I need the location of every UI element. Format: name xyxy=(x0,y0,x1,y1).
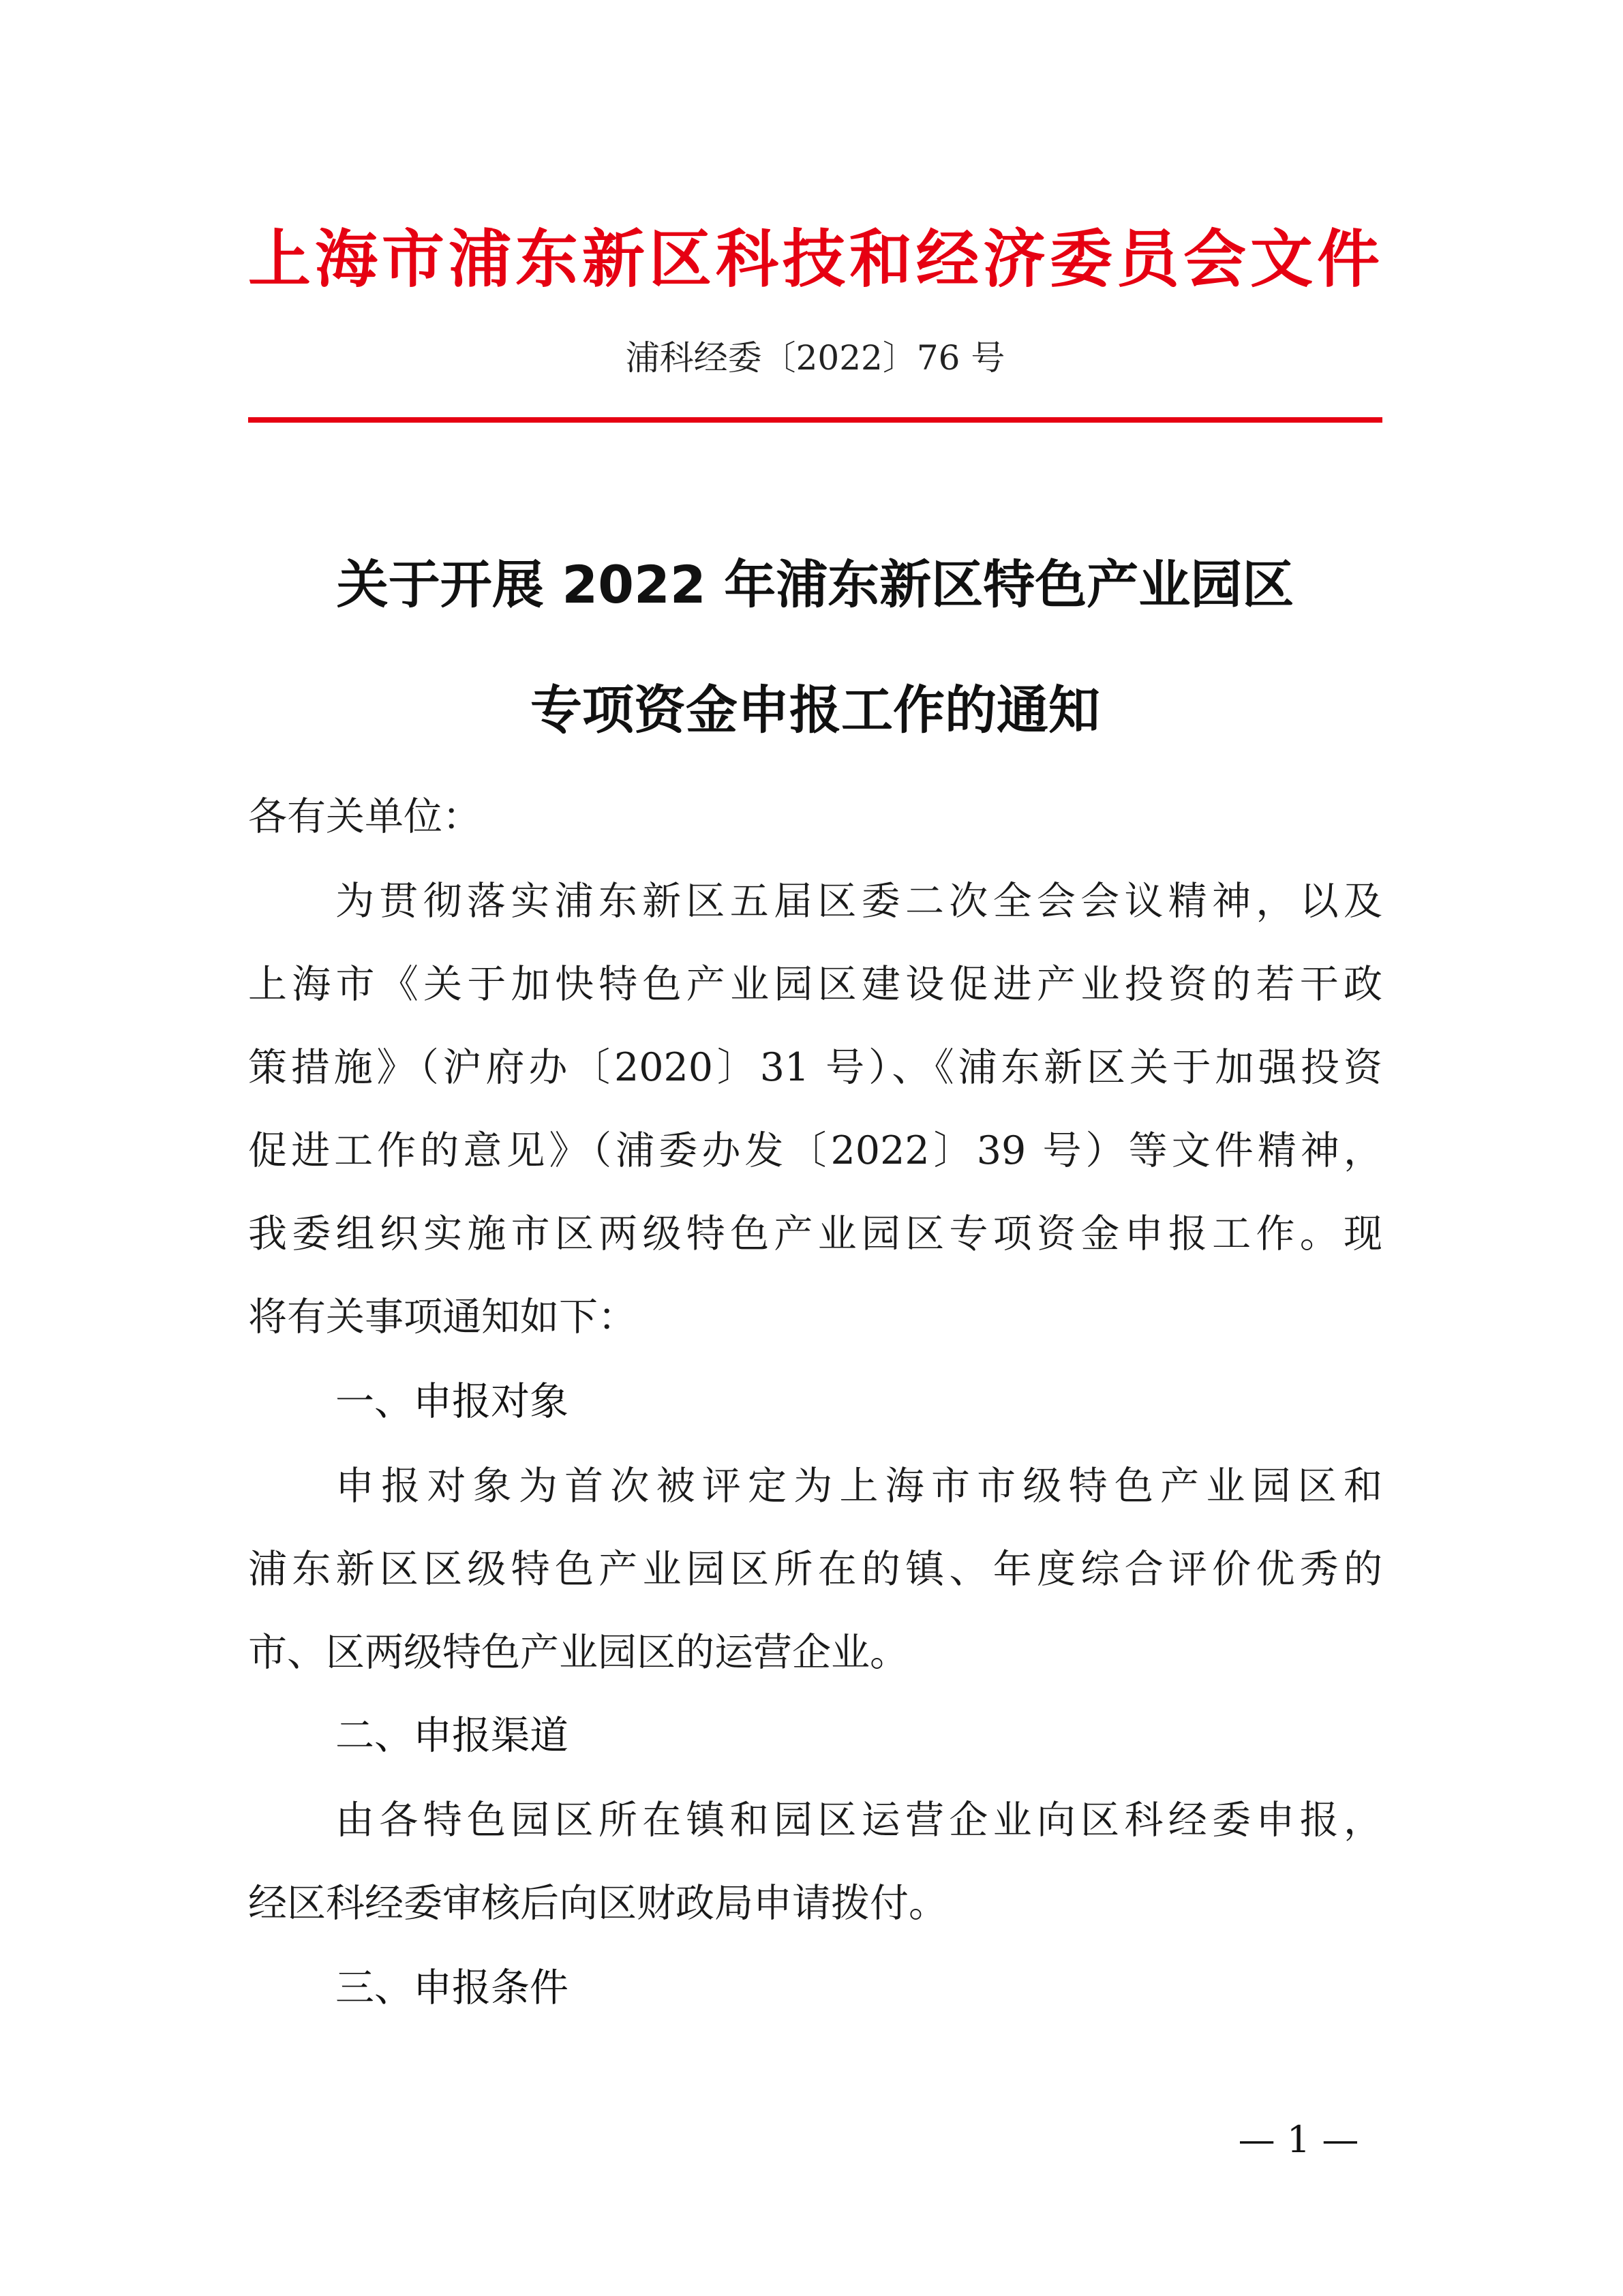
section2-paragraph-line: 由各特色园区所在镇和园区运营企业向区科经委申报， xyxy=(335,1798,1382,1843)
page-number: — 1 — xyxy=(1238,2118,1359,2161)
document-title-line-1: 关于开展 2022 年浦东新区特色产业园区 xyxy=(336,554,1294,615)
section1-paragraph-line: 浦东新区区级特色产业园区所在的镇、年度综合评价优秀的 xyxy=(248,1547,1382,1592)
intro-paragraph-line: 我委组织实施市区两级特色产业园区专项资金申报工作。现 xyxy=(248,1211,1382,1256)
issuer-masthead: 上海市浦东新区科技和经济委员会文件 xyxy=(248,222,1384,296)
intro-paragraph-line: 策措施》（沪府办〔2020〕31 号）、《浦东新区关于加强投资 xyxy=(248,1045,1382,1090)
document-number: 浦科经委〔2022〕76 号 xyxy=(625,338,1005,378)
document-title-line-2: 专项资金申报工作的通知 xyxy=(530,680,1100,740)
salutation: 各有关单位： xyxy=(248,794,481,839)
intro-paragraph-line: 上海市《关于加快特色产业园区建设促进产业投资的若干政 xyxy=(248,962,1382,1007)
section-heading-application-target: 一、申报对象 xyxy=(335,1379,568,1424)
intro-paragraph-line: 为贯彻落实浦东新区五届区委二次全会会议精神，以及 xyxy=(335,879,1382,924)
section-heading-application-channel: 二、申报渠道 xyxy=(335,1713,568,1758)
section2-paragraph-line: 经区科经委审核后向区财政局申请拨付。 xyxy=(248,1881,947,1926)
section1-paragraph-line: 市、区两级特色产业园区的运营企业。 xyxy=(248,1630,909,1675)
intro-paragraph-line: 将有关事项通知如下： xyxy=(248,1295,637,1340)
red-separator-line xyxy=(248,417,1382,423)
section1-paragraph-line: 申报对象为首次被评定为上海市市级特色产业园区和 xyxy=(335,1464,1382,1509)
intro-paragraph-line: 促进工作的意见》（浦委办发〔2022〕39 号）等文件精神， xyxy=(248,1128,1382,1173)
section-heading-application-conditions: 三、申报条件 xyxy=(335,1965,568,2010)
